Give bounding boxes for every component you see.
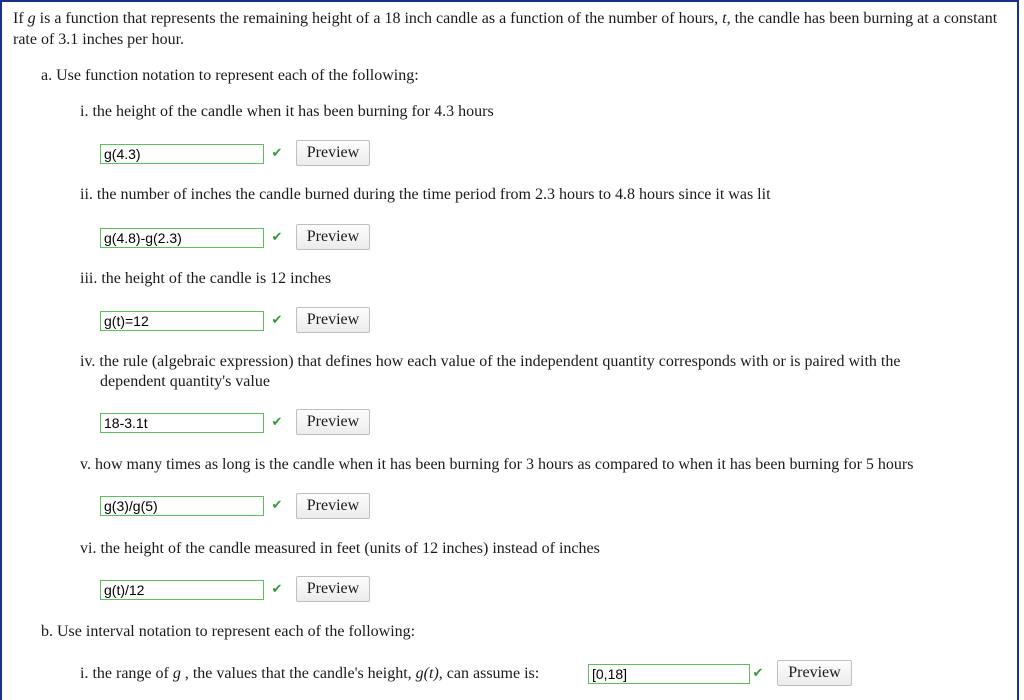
preview-button-a-i[interactable]: Preview — [296, 140, 370, 166]
func-g-t: g(t) — [415, 665, 439, 682]
answer-b-i-input[interactable]: [0,18] — [588, 664, 750, 684]
answer-a-ii-input[interactable]: g(4.8)-g(2.3) — [100, 228, 264, 248]
item-a-vi-label: vi. the height of the candle measured in feet (units of 12 inches) instead of inches — [80, 540, 600, 557]
preview-button-a-ii[interactable]: Preview — [296, 224, 370, 250]
preview-button-a-v[interactable]: Preview — [296, 493, 370, 519]
item-a-ii-label: ii. the number of inches the candle burned during the time period from 2.3 hours to 4.8 hours since it was lit — [80, 186, 771, 203]
problem-statement: If g is a function that represents the remaining height of a 18 inch candle as a function of the number of hours, t, the candle has been burning at a constant rate of 3.1 inches per hour. — [13, 10, 998, 48]
item-b-i-label: i. the range of g , the values that the candle's height, g(t), can assume is: — [80, 665, 540, 682]
preview-button-a-vi[interactable]: Preview — [296, 576, 370, 602]
check-icon: ✔ — [752, 666, 764, 681]
check-icon: ✔ — [271, 498, 283, 513]
answer-a-vi-input[interactable]: g(t)/12 — [100, 580, 264, 600]
var-g: g — [27, 10, 36, 27]
item-a-iii-label: iii. the height of the candle is 12 inches — [80, 270, 332, 287]
answer-a-i-input[interactable]: g(4.3) — [100, 144, 264, 164]
item-a-iv-label: iv. the rule (algebraic expression) that defines how each value of the independent quantity corresponds with or is paired with the — [80, 353, 901, 370]
item-a-iv-label-cont: dependent quantity's value — [100, 373, 270, 390]
item-a-i-label: i. the height of the candle when it has been burning for 4.3 hours — [80, 103, 494, 120]
check-icon: ✔ — [271, 582, 283, 597]
var-g: g — [172, 665, 181, 682]
check-icon: ✔ — [271, 146, 283, 161]
preview-button-a-iii[interactable]: Preview — [296, 307, 370, 333]
check-icon: ✔ — [271, 313, 283, 328]
check-icon: ✔ — [271, 230, 283, 245]
var-t: t — [722, 10, 727, 27]
section-a-label: a. Use function notation to represent each of the following: — [41, 67, 419, 84]
answer-a-iii-input[interactable]: g(t)=12 — [100, 311, 264, 331]
answer-a-v-input[interactable]: g(3)/g(5) — [100, 496, 264, 516]
item-a-v-label: v. how many times as long is the candle when it has been burning for 3 hours as compared to when it has been burning for 5 hours — [80, 456, 914, 473]
section-b-label: b. Use interval notation to represent each of the following: — [41, 623, 416, 640]
answer-a-iv-input[interactable]: 18-3.1t — [100, 413, 264, 433]
preview-button-b-i[interactable]: Preview — [777, 660, 852, 686]
check-icon: ✔ — [271, 415, 283, 430]
preview-button-a-iv[interactable]: Preview — [296, 409, 370, 435]
